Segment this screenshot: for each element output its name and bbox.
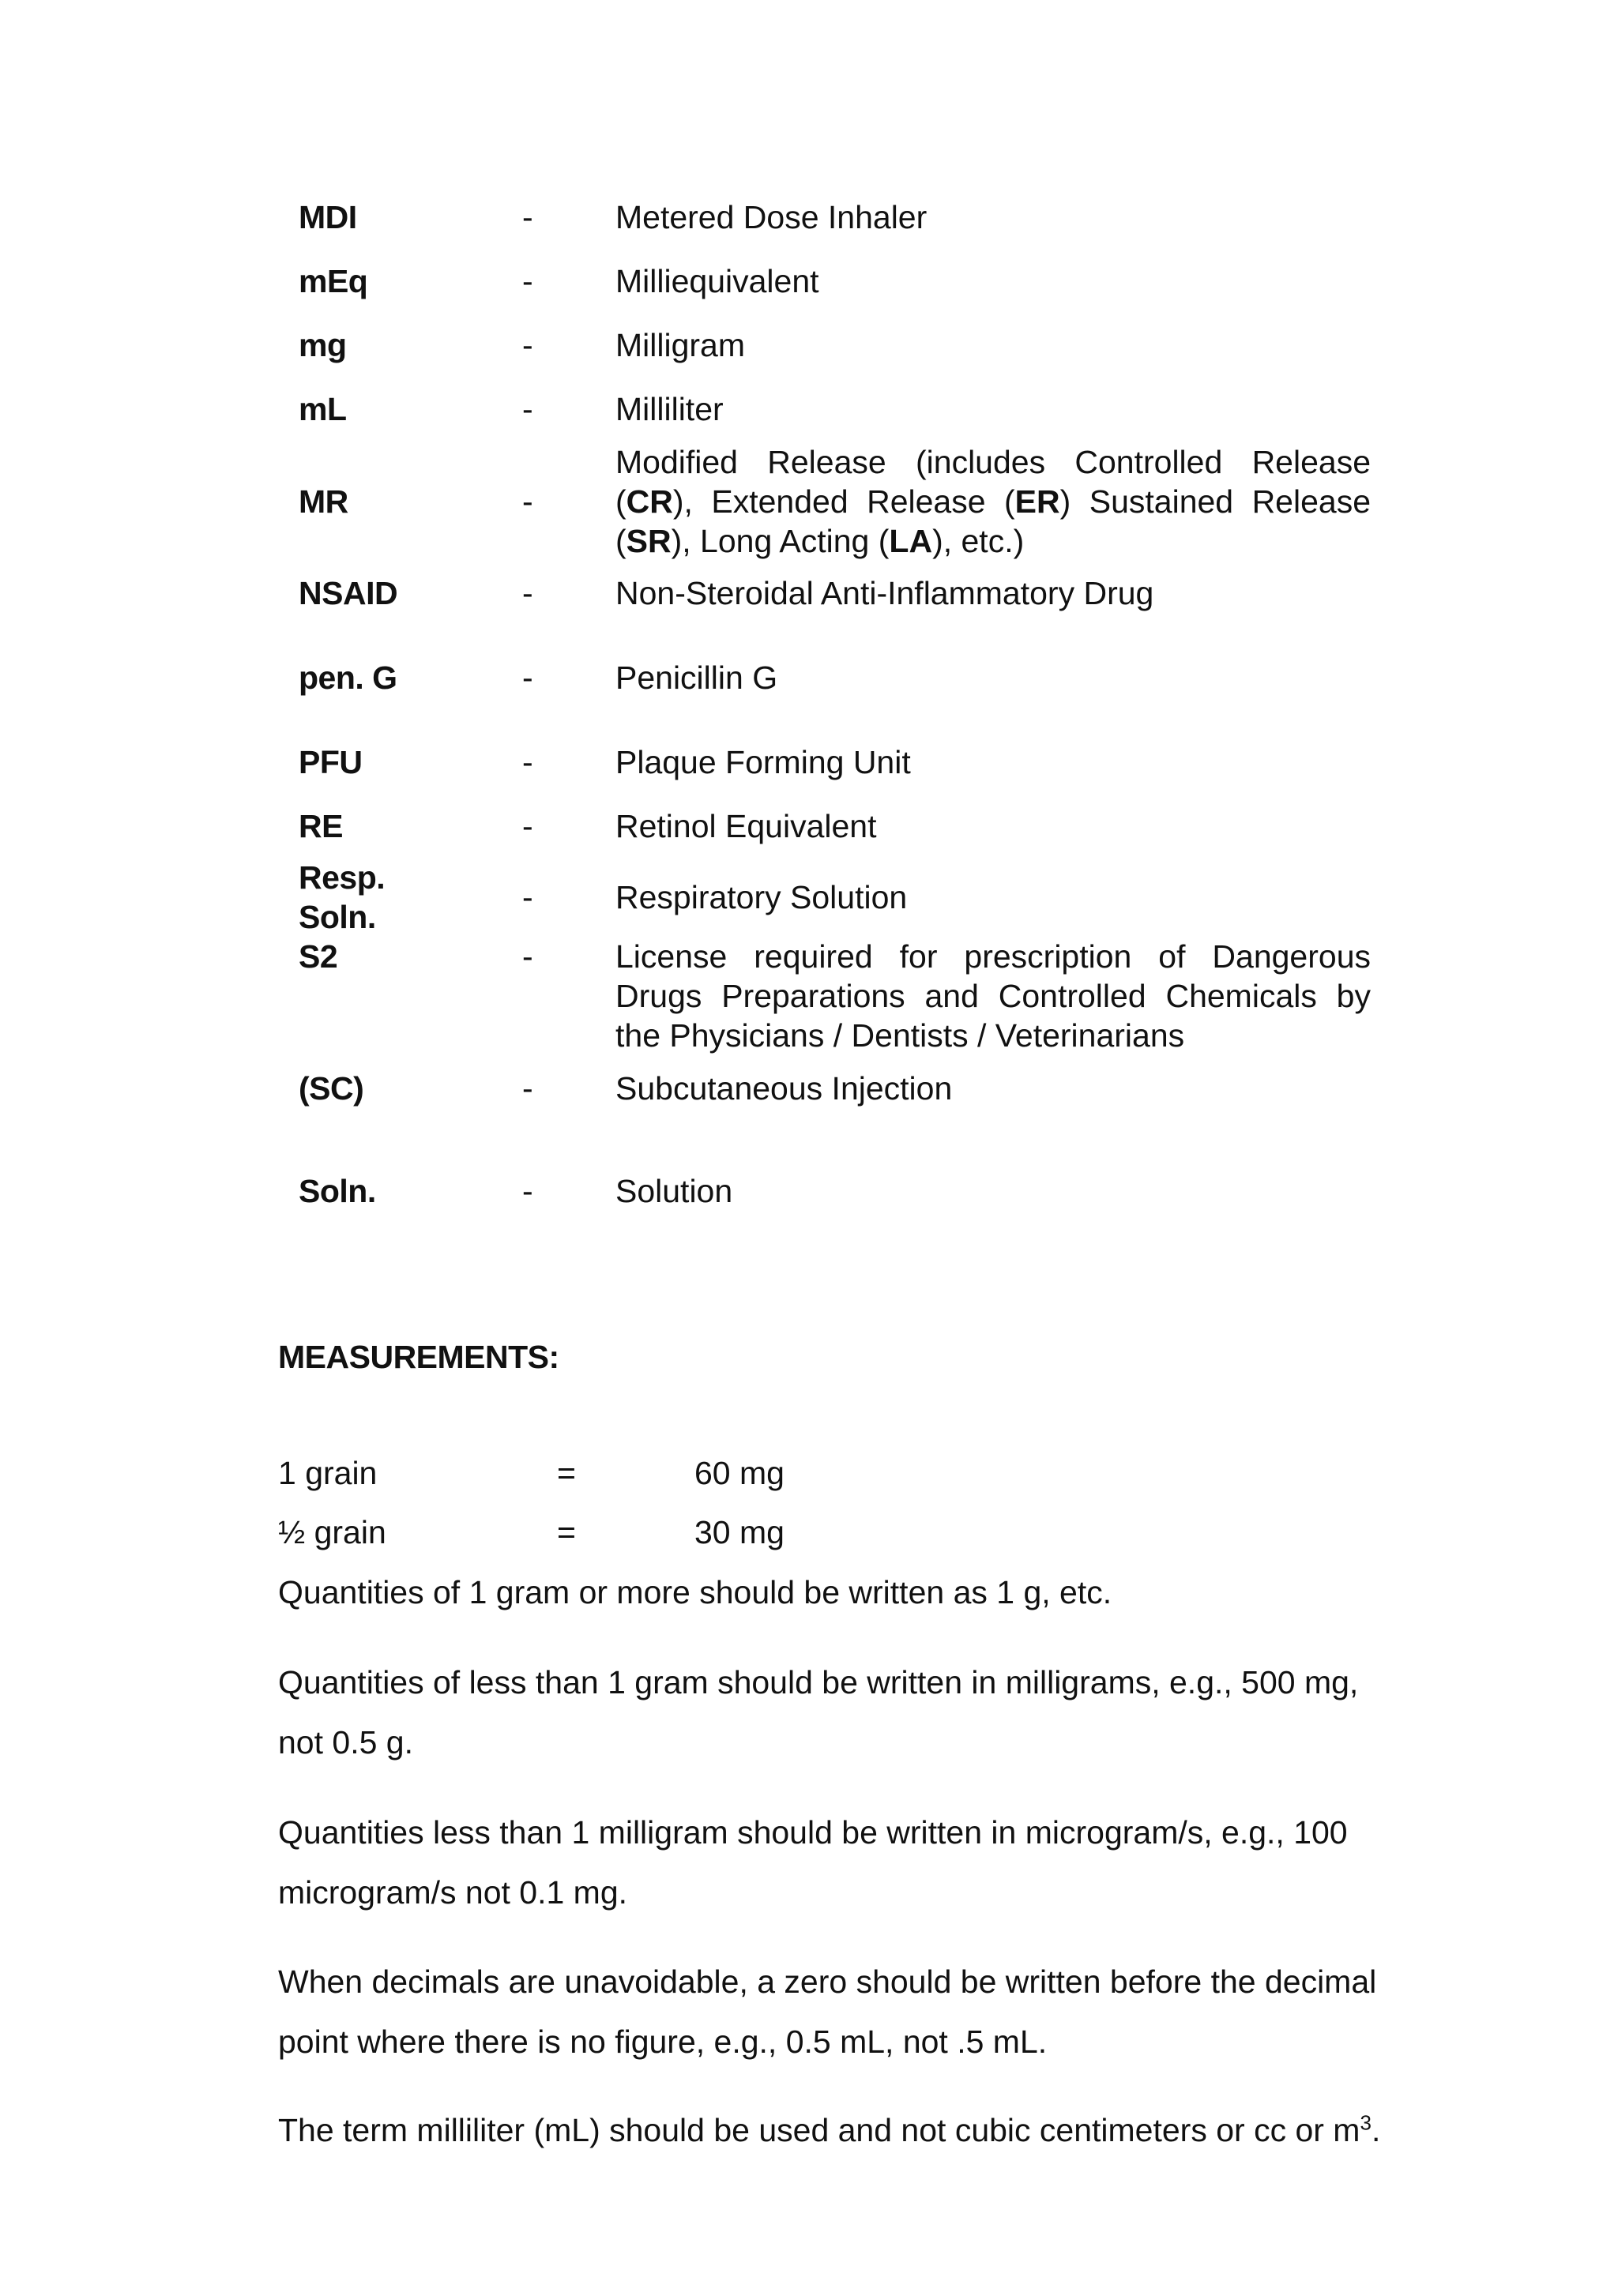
abbr-term: NSAID	[299, 575, 398, 611]
abbr-separator: -	[522, 659, 533, 696]
abbr-separator: -	[522, 575, 533, 611]
abbr-definition: Retinol Equivalent	[615, 808, 877, 844]
abbr-separator: -	[522, 1173, 533, 1209]
abbr-term: mEq	[299, 263, 368, 299]
abbr-separator: -	[522, 483, 533, 520]
abbr-term: Soln.	[299, 1173, 376, 1209]
abbr-separator: -	[522, 327, 533, 363]
abbr-definition: License required for prescription of Dangerous Drugs Preparations and Controlled Chemicals by the Physicians / Dentists / Veterinarians	[615, 938, 1371, 1054]
abbr-term: PFU	[299, 744, 363, 780]
measurement-equivalent	[278, 1509, 1384, 1556]
abbr-separator: -	[522, 391, 533, 427]
abbr-term: (SC)	[299, 1070, 364, 1107]
abbr-definition: Penicillin G	[615, 659, 778, 696]
measurement-rule: Quantities less than 1 milligram should be written in microgram/s, e.g., 100 microgram/s not 0.1 mg.	[278, 1814, 1348, 1911]
abbr-definition: Solution	[615, 1173, 733, 1209]
measurements-heading: MEASUREMENTS:	[278, 1339, 559, 1375]
measurement-rule: The term milliliter (mL) should be used and not cubic centimeters or cc or $m^3$.	[278, 2110, 1381, 2148]
abbr-definition: Modified Release (includes Controlled Release (CR), Extended Release (ER) Sustained Release (SR), Long Acting (LA), etc.)	[615, 444, 1371, 559]
measurement-rhs: 30 mg	[694, 1514, 785, 1550]
abbr-term: mL	[299, 391, 347, 427]
abbr-separator: -	[522, 744, 533, 780]
abbr-separator: -	[522, 879, 533, 915]
abbr-definition: Milliequivalent	[615, 263, 819, 299]
measurement-equals: =	[557, 1514, 576, 1550]
measurement-rhs: 60 mg	[694, 1455, 785, 1491]
abbr-term: MR	[299, 483, 348, 520]
abbr-definition: Milligram	[615, 327, 745, 363]
abbr-definition: Plaque Forming Unit	[615, 744, 911, 780]
abbr-definition: Non-Steroidal Anti-Inflammatory Drug	[615, 575, 1154, 611]
measurement-rule: When decimals are unavoidable, a zero should be written before the decimal point where there is no figure, e.g., 0.5 mL, not .5 mL.	[278, 1963, 1377, 2060]
measurement-lhs: 1 grain	[278, 1455, 378, 1491]
abbr-separator: -	[522, 938, 533, 975]
measurement-rule: Quantities of less than 1 gram should be written in milligrams, e.g., 500 mg, not 0.5 g.	[278, 1664, 1359, 1761]
abbr-definition: Metered Dose Inhaler	[615, 199, 928, 235]
superscript-exponent: 3	[1360, 2110, 1372, 2135]
abbr-definition: Respiratory Solution	[615, 879, 908, 915]
abbr-term: mg	[299, 327, 347, 363]
abbr-separator: -	[522, 1070, 533, 1107]
abbr-definition: Subcutaneous Injection	[615, 1070, 953, 1107]
abbr-term: S2	[299, 938, 338, 975]
measurement-lhs: ½ grain	[278, 1514, 386, 1550]
abbr-separator: -	[522, 808, 533, 844]
abbr-term: Resp. Soln.	[299, 859, 386, 935]
abbr-term: MDI	[299, 199, 357, 235]
measurement-equals: =	[557, 1455, 576, 1491]
measurement-equivalent	[278, 1449, 1384, 1497]
measurement-rule: Quantities of 1 gram or more should be written as 1 g, etc.	[278, 1574, 1112, 1610]
abbr-separator: -	[522, 199, 533, 235]
abbr-term: pen. G	[299, 659, 397, 696]
abbr-separator: -	[522, 263, 533, 299]
abbr-definition: Milliliter	[615, 391, 724, 427]
abbr-term: RE	[299, 808, 343, 844]
